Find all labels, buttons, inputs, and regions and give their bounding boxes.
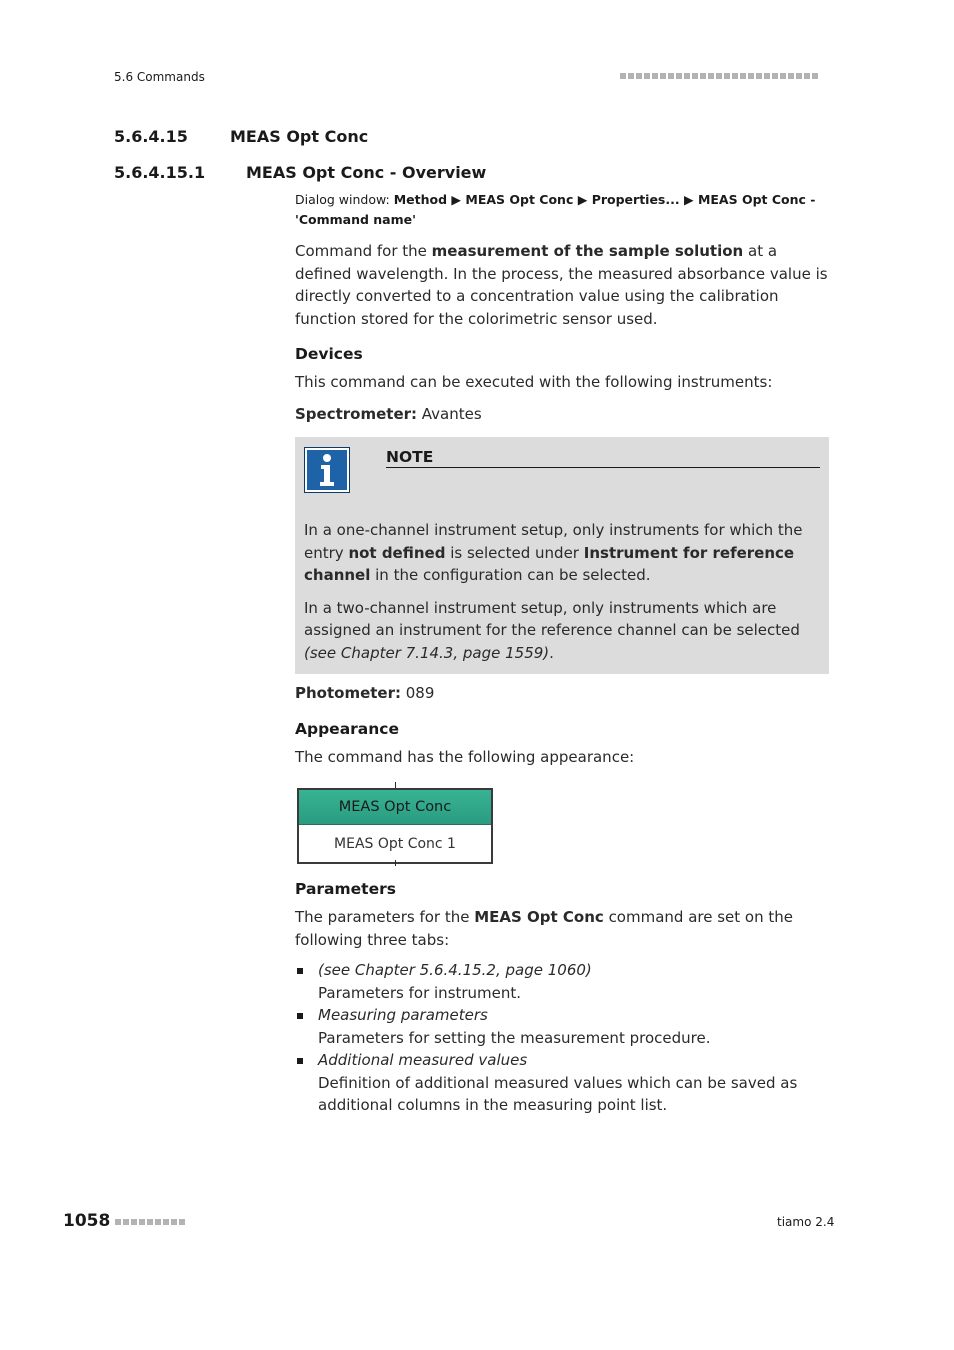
section-number: 5.6.4.15	[114, 127, 188, 146]
path-separator: ▶	[573, 192, 592, 207]
devices-text: This command can be executed with the following instruments:	[295, 373, 773, 391]
appearance-text: The command has the following appearance:	[295, 747, 635, 766]
note-text: in the configuration can be selected.	[370, 566, 651, 584]
dialog-path-command: MEAS Opt Conc	[465, 192, 574, 207]
path-separator: ▶	[679, 192, 698, 207]
note-text: In a two-channel instrument setup, only instruments which are assigned an instrument for the reference channel can be selected	[304, 598, 800, 639]
parameters-emphasis: MEAS Opt Conc	[474, 908, 604, 926]
photometer-line	[295, 682, 829, 705]
section-title: MEAS Opt Conc	[230, 127, 369, 146]
parameters-text: command are set on the following three tabs:	[295, 908, 793, 949]
note-text: is selected under	[445, 543, 584, 562]
dialog-prefix: Dialog window:	[295, 192, 394, 207]
note-paragraph-1	[304, 519, 820, 587]
dialog-path-method: Method	[393, 192, 448, 207]
parameters-text: The parameters for the	[295, 908, 475, 926]
photometer-value: 089	[401, 684, 435, 702]
subsection-title: MEAS Opt Conc - Overview	[246, 163, 487, 182]
connector-bottom	[395, 860, 396, 866]
note-title-bar	[386, 447, 820, 468]
list-item-description: Definition of additional measured values which can be saved as additional columns in the measuring point list.	[318, 1073, 798, 1114]
command-block-name: MEAS Opt Conc 1	[334, 835, 456, 852]
parameters-heading: Parameters	[295, 880, 396, 898]
section-heading	[114, 127, 368, 146]
devices-heading: Devices	[295, 345, 363, 363]
tab-list	[295, 959, 829, 1117]
dialog-path-command-name: 'Command name'	[295, 212, 416, 227]
spectrometer-label: Spectrometer:	[295, 404, 418, 423]
product-name: tiamo 2.4	[777, 1215, 835, 1229]
intro-text: Command for the	[295, 242, 432, 260]
note-emphasis: Instrument for reference channel	[304, 543, 795, 584]
list-item	[295, 959, 829, 1004]
intro-emphasis: measurement of the sample solution	[431, 242, 744, 260]
tab-name-measuring-parameters: Measuring parameters	[318, 1006, 488, 1024]
list-item	[295, 1049, 829, 1117]
chapter-reference-link[interactable]: (see Chapter 7.14.3, page 1559)	[304, 643, 550, 662]
command-block-title: MEAS Opt Conc	[299, 790, 491, 825]
dialog-path-window: MEAS Opt Conc -	[697, 192, 816, 207]
running-header-section: 5.6 Commands	[114, 70, 205, 84]
note-text: .	[549, 643, 554, 662]
subsection-number: 5.6.4.15.1	[114, 163, 206, 182]
intro-text: at a defined wavelength. In the process, the measured absorbance value is directly converted to a concentration value using the calibration function stored for the colorimetric sensor used.	[295, 242, 828, 328]
note-body	[304, 519, 820, 664]
header-decoration	[620, 73, 818, 79]
subsection-heading	[114, 163, 486, 182]
note-text: In a one-channel instrument setup, only instruments for which the entry	[304, 521, 803, 562]
tab-link-instrument[interactable]: (see Chapter 5.6.4.15.2, page 1060)	[318, 961, 592, 979]
list-item-description: Parameters for instrument.	[318, 983, 522, 1002]
intro-paragraph	[295, 240, 829, 330]
dialog-path-properties: Properties...	[591, 192, 680, 207]
dialog-path	[295, 190, 829, 230]
tab-name-additional-values: Additional measured values	[318, 1051, 528, 1069]
appearance-heading: Appearance	[295, 719, 399, 738]
command-appearance-preview	[297, 784, 493, 860]
spectrometer-value: Avantes	[417, 404, 482, 423]
note-paragraph-2	[304, 597, 820, 665]
path-separator: ▶	[447, 192, 466, 207]
page-number: 1058	[63, 1211, 111, 1231]
list-item	[295, 1004, 829, 1049]
parameters-intro	[295, 906, 829, 951]
spectrometer-line	[295, 403, 829, 426]
info-glyph	[315, 453, 339, 487]
info-icon	[304, 447, 350, 493]
note-box	[295, 437, 829, 674]
note-title: NOTE	[386, 448, 434, 466]
list-item-description: Parameters for setting the measurement procedure.	[318, 1028, 711, 1047]
note-emphasis: not defined	[348, 543, 446, 562]
photometer-label: Photometer:	[295, 684, 401, 702]
footer-decoration	[115, 1219, 185, 1225]
main-content	[295, 190, 829, 1117]
command-block	[297, 788, 493, 864]
